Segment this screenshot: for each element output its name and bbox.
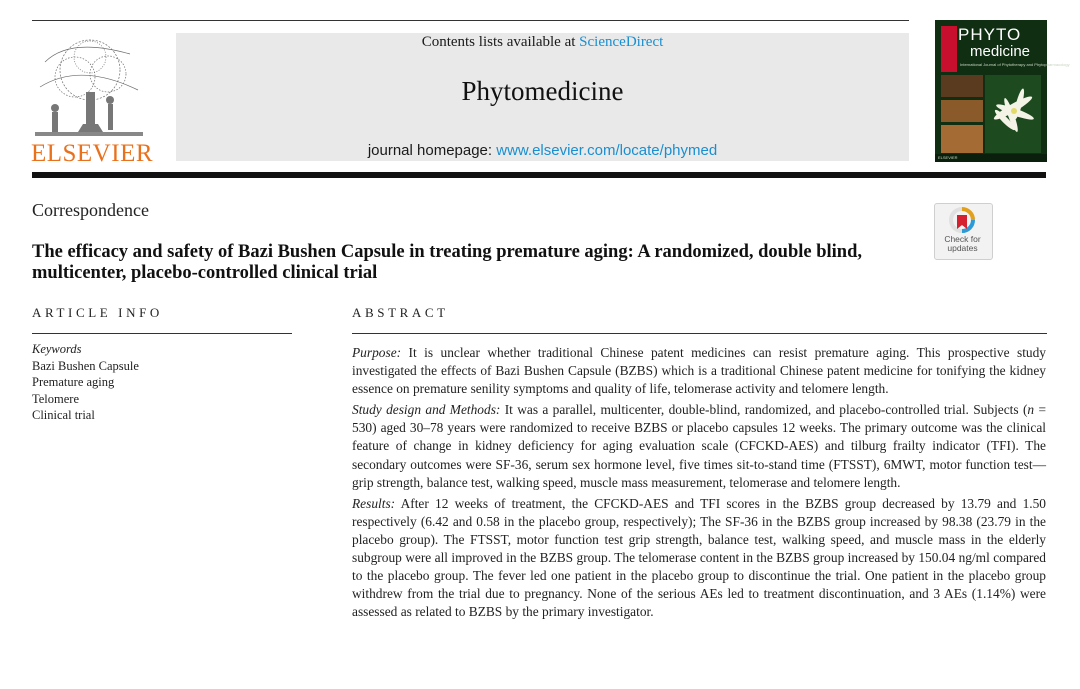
check-for-updates-label [934,235,991,253]
article-section-type: Correspondence [32,200,149,220]
cover-footer: ELSEVIER [938,155,958,160]
contents-prefix: Contents lists available at [421,34,580,50]
keywords-label: Keywords [32,342,82,356]
homepage-link[interactable]: www.elsevier.com/locate/phymed [496,142,718,159]
publisher-name: ELSEVIER [30,140,154,167]
design-n: n [1027,402,1035,418]
cover-title-line1: PHYTO [958,25,1022,44]
header-thick-rule [32,172,1046,178]
contents-line [176,34,909,51]
keyword-item: Premature aging [32,375,115,389]
cover-subtitle: International Journal of Phytotherapy and Phytopharmacology [960,62,1070,67]
keywords-list [32,341,139,424]
keyword-item: Clinical trial [32,408,95,422]
article-info-heading: ARTICLE INFO [32,305,163,320]
results-text: After 12 weeks of treatment, the CFCKD-AES and TFI scores in the BZBS group decreased by 13.79 and 1.50 respectively (6.42 and 0.58 in the placebo group, respectively); The SF-36 in the BZBS group increased by 98.38 (23.79 in the placebo group). The FTSST, motor function test grip strength, balance test, walking speed, and muscle mass in the elderly subgroup were all improved in the BZBS group. The telomerase content in the BZBS group increased by 150.04 ng/ml compared to the placebo group. The fever led one patient in the placebo group to discontinue the trial. One patient in the placebo group withdrew from the trial due to pregnancy. None of the serious AEs led to treatment discontinuation, and 3 AEs (1.14%) were assessed as related to BZBS by the primary investigator. [352,495,1046,620]
abstract-body [352,344,1046,624]
purpose-label: Purpose: [352,345,402,360]
homepage-prefix: journal homepage: [367,142,497,159]
keyword-item: Bazi Bushen Capsule [32,358,139,373]
sciencedirect-link[interactable]: ScienceDirect [579,34,664,50]
results-label: Results: [352,495,396,511]
check-for-updates-icon [949,207,975,235]
design-text-a: It was a parallel, multicenter, double-blind, randomized, and placebo-controlled trial. Subjects ( [500,402,1028,418]
abstract-design [352,401,1046,491]
design-label: Study design and Methods: [352,402,501,418]
journal-title: Phytomedicine [461,76,624,106]
purpose-text: It is unclear whether traditional Chinese patent medicines can resist premature aging. This prospective study investigated the effects of Bazi Bushen Capsule (BZBS) which is a traditional Chinese patent medicine for tonifying the kidney essence on premature senility symptoms and quality of life, telomerase activity and telomere length. [352,345,1046,397]
abstract-heading: ABSTRACT [352,305,449,320]
abstract-purpose [352,344,1046,398]
keyword-item: Telomere [32,391,80,406]
article-info-rule [32,333,292,334]
check-updates-line1: Check for [944,234,981,244]
check-updates-line2: updates [947,243,978,253]
article-title: The efficacy and safety of Bazi Bushen Capsule in treating premature aging: A randomized, double blind, multicenter, placebo-controlled clinical trial [32,242,862,283]
header-top-rule [32,20,909,21]
abstract-results [352,495,1046,622]
abstract-rule [352,333,1047,334]
journal-homepage [176,142,909,159]
design-text-b: = 530) aged 30–78 years were randomized to receive BZBS or placebo capsules 12 weeks. The primary outcome was the clinical feature of change in kidney deficiency for aging evaluation scale (CFCKD-AES) and tilburg frailty indicator (TFI). The secondary outcomes were SF-36, serum sex hormone level, five times sit-to-stand time (FTSST), 6MWT, motor function test—grip strength, balance test, walking speed, muscle mass measurement, telomerase and telomere length. [352,402,1046,490]
cover-title-line2: medicine [970,43,1031,60]
